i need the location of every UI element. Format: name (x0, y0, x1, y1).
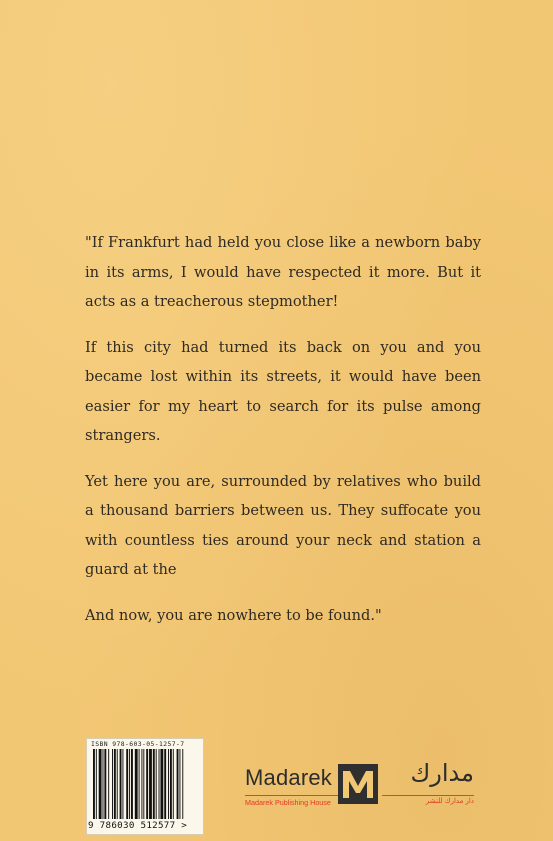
blurb-paragraph-4: And now, you are nowhere to be found." (85, 606, 382, 624)
publisher-rule-arabic (382, 795, 474, 796)
publisher-subtitle-arabic: دار مدارك للنشر (425, 797, 474, 805)
barcode-bars (93, 749, 197, 819)
publisher-name-latin: Madarek (245, 765, 332, 790)
publisher-subtitle-latin: Madarek Publishing House (245, 798, 331, 807)
blurb-paragraph-1: "If Frankfurt had held you close like a newborn baby in its arms, I would have respected it more. But it acts as a treacherous stepmother! (85, 234, 481, 310)
back-cover-blurb (85, 228, 481, 646)
m-monogram-logo-icon (338, 764, 378, 804)
isbn-text: ISBN 978-603-05-1257-7 (91, 740, 185, 748)
publisher-name-arabic: مدارك (410, 759, 474, 787)
isbn-barcode (86, 738, 204, 835)
blurb-paragraph-2: If this city had turned its back on you and you became lost within its streets, it would have been easier for my heart to search for its pulse among strangers. (85, 338, 481, 444)
blurb-paragraph-3: Yet here you are, surrounded by relatives who build a thousand barriers between us. They suffocate you with countless ties around your neck and station a guard at the (85, 472, 481, 578)
barcode-digits: 9 786030 512577 > (88, 820, 188, 831)
publisher-rule-latin (245, 795, 340, 796)
